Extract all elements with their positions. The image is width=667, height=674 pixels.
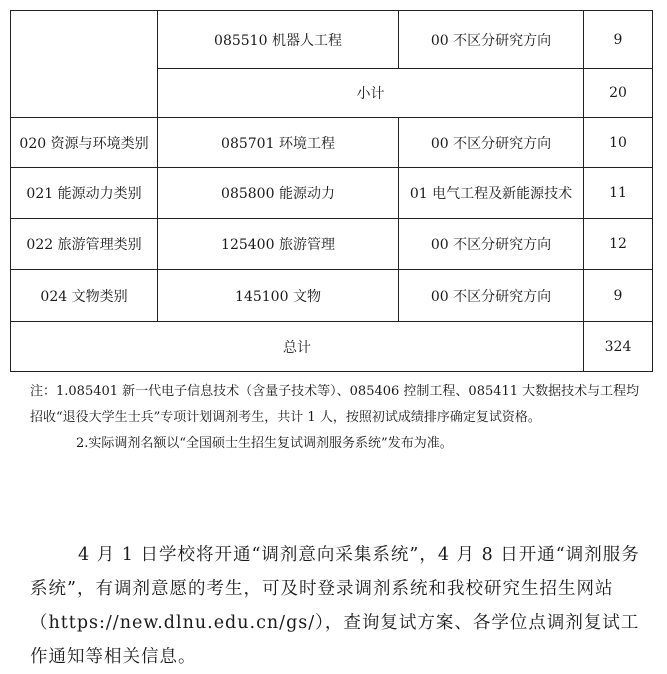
total-count: 324 <box>583 321 653 372</box>
major-cell: 085800 能源动力 <box>157 167 399 219</box>
category-cell: 024 文物类别 <box>10 269 158 322</box>
note-2: 2.实际调剂名额以“全国硕士生招生复试调剂服务系统”发布为准。 <box>76 436 453 451</box>
count-cell: 9 <box>583 10 653 69</box>
note-1: 注：1.085401 新一代电子信息技术（含量子技术等）、085406 控制工程、085411 大数据技术与工程均招收“退役大学生士兵”专项计划调剂考生，共计 1 人，按照初试成绩排序确定复试资格。 <box>30 384 640 425</box>
major-cell: 085510 机器人工程 <box>157 10 399 69</box>
subtotal-label: 小计 <box>157 68 584 118</box>
count-cell: 10 <box>583 117 653 168</box>
category-cell <box>10 10 158 118</box>
major-cell: 125400 旅游管理 <box>157 218 399 270</box>
category-cell: 020 资源与环境类别 <box>10 117 158 168</box>
major-cell: 085701 环境工程 <box>157 117 399 168</box>
direction-cell: 00 不区分研究方向 <box>398 117 584 168</box>
table-notes <box>30 379 640 457</box>
category-cell: 021 能源动力类别 <box>10 167 158 219</box>
category-cell: 022 旅游管理类别 <box>10 218 158 270</box>
count-cell: 9 <box>583 269 653 322</box>
count-cell: 12 <box>583 218 653 270</box>
subtotal-count: 20 <box>583 68 653 118</box>
direction-cell: 00 不区分研究方向 <box>398 218 584 270</box>
count-cell: 11 <box>583 167 653 219</box>
direction-cell: 00 不区分研究方向 <box>398 10 584 69</box>
body-paragraph: 4 月 1 日学校将开通“调剂意向采集系统”，4 月 8 日开通“调剂服务系统”，有调剂意愿的考生，可及时登录调剂系统和我校研究生招生网站（https://new.dlnu.edu.cn/gs/），查询复试方案、各学位点调剂复试工作通知等相关信息。 <box>30 544 640 667</box>
direction-cell: 00 不区分研究方向 <box>398 269 584 322</box>
direction-cell: 01 电气工程及新能源技术 <box>398 167 584 219</box>
total-label: 总计 <box>10 321 584 372</box>
major-cell: 145100 文物 <box>157 269 399 322</box>
